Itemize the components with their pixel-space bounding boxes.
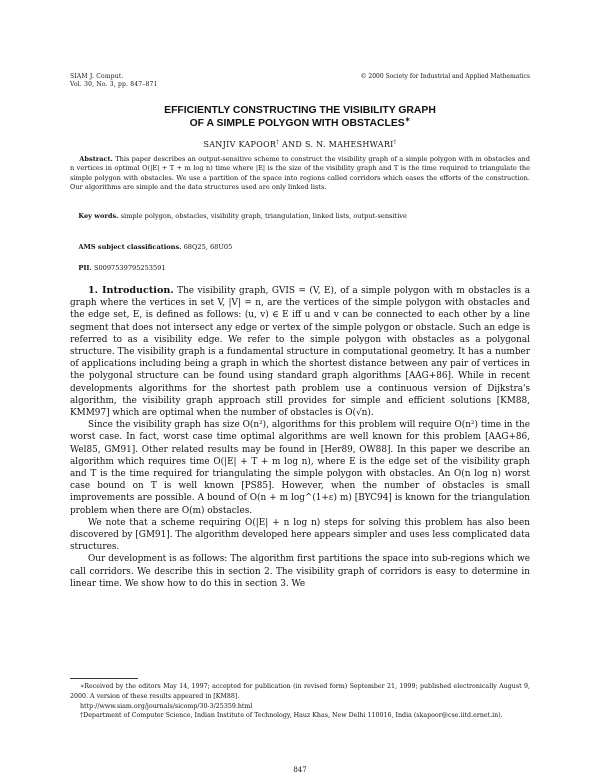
footnotes: [70, 682, 530, 721]
author-line: [70, 140, 530, 149]
author-conjunction: AND: [279, 140, 305, 149]
paragraph-1: [70, 285, 530, 419]
author-2-mark: †: [393, 139, 397, 146]
paragraph-3: We note that a scheme requiring O(|E| + n log n) steps for solving this problem has also been discovered by [GM91]. The algorithm developed here appears simpler and uses less complicated data structures.: [70, 517, 530, 553]
title-footnote-mark: ∗: [404, 116, 411, 124]
footnote-2: †Department of Computer Science, Indian Institute of Technology, Hauz Khas, New Delhi 110016, India (skapoor@cse.iitd.ernet.in).: [80, 712, 503, 720]
footnote-rule: [70, 678, 138, 679]
abstract-text: This paper describes an output-sensitive scheme to construct the visibility graph of a simple polygon with m obstacles and n vertices in optimal O(|E| + T + m log n) time where |E| is the size of the visibility graph and T is the time required to triangulate the simple polygon with obstacles. We use a partition of the space into regions called corridors which eases the efforts of the construction. Our algorithms are simple and the data structures used are only linked lists.: [70, 155, 530, 191]
page-number: 847: [293, 766, 307, 774]
paragraph-2: Since the visibility graph has size O(n²), algorithms for this problem will require O(n²) time in the worst case. In fact, worst case time optimal algorithms are well known for this problem [AAG+86, Wel85, GM91]. Other related results may be found in [Her89, OW88]. In this paper we describe an algorithm which requires time O(|E| + T + m log n), where E is the edge set of the visibility graph and T is the time required for triangulating the simple polygon with obstacles. An O(n log n) worst case bound on T is well known [PS85]. However, when the number of obstacles is small improvements are possible. A bound of O(n + m log^(1+ε) m) [BYC94] is known for the triangulation problem when there are O(m) obstacles.: [70, 420, 530, 516]
paragraph-1-text: The visibility graph, GVIS = (V, E), of a simple polygon with m obstacles is a graph where the vertices in set V, |V| = n, are the vertices of the simple polygon with obstacles and the edge set, E, is defined as follows: (u, v) ∈ E iff u and v can be connected to each other by a line segment that does not intersect any edge or vertex of the simple polygon or obstacle. Such an edge is referred to as a visibility edge. We refer to the simple polygon with obstacles as a polygonal structure. The visibility graph is a fundamental structure in computational geometry. It has a number of applications including being a graph in which the shortest distance between any pair of vertices in the polygonal structure can be found using standard graph algorithms [AAG+86]. While in recent developments algorithms for the shortest path problem use a continuous version of Dijkstra's algorithm, the visibility graph approach still provides for simple and efficient solutions [KM88, KMM97] which are optimal when the number of obstacles is O(√n).: [70, 286, 530, 419]
ams-label: AMS subject classifications.: [78, 243, 182, 251]
footnote-1: ∗Received by the editors May 14, 1997; accepted for publication (in revised form) September 21, 1999; published electronically August 9, 2000. A version of these results appeared in [KM88].: [70, 683, 530, 700]
title-line-1: EFFICIENTLY CONSTRUCTING THE VISIBILITY GRAPH: [164, 105, 436, 116]
author-2: S. N. MAHESHWARI: [304, 140, 394, 149]
footnote-1-url[interactable]: http://www.siam.org/journals/sicomp/30-3/25359.html: [80, 702, 253, 710]
volume-info: Vol. 30, No. 3, pp. 847–871: [70, 81, 158, 88]
abstract-label: Abstract.: [79, 155, 113, 163]
pii-text: S0097539795253591: [93, 264, 166, 272]
keywords: [70, 212, 530, 221]
author-1: SANJIV KAPOOR: [203, 140, 277, 149]
keywords-label: Key words.: [78, 212, 119, 220]
paragraph-4: Our development is as follows: The algorithm first partitions the space into sub-regions which we call corridors. We describe this in section 2. The visibility graph of corridors is easy to determine in linear time. We show how to do this in section 3. We: [70, 554, 530, 589]
copyright-notice: © 2000 Society for Industrial and Applied Mathematics: [360, 73, 530, 80]
pii: [70, 264, 530, 273]
ams-text: 68Q25, 68U05: [183, 243, 233, 251]
paper-title: [70, 104, 530, 130]
keywords-text: simple polygon, obstacles, visibility graph, triangulation, linked lists, output-sensitive: [120, 212, 407, 220]
abstract: [70, 155, 530, 192]
pii-label: PII.: [78, 264, 92, 272]
journal-header: [70, 73, 158, 89]
title-line-2: OF A SIMPLE POLYGON WITH OBSTACLES: [189, 118, 405, 129]
body-text: [70, 285, 530, 590]
ams-classifications: [70, 243, 530, 252]
journal-name: SIAM J. Comput.: [70, 73, 124, 80]
section-heading: 1. Introduction.: [88, 285, 174, 296]
author-1-mark: †: [276, 139, 280, 146]
